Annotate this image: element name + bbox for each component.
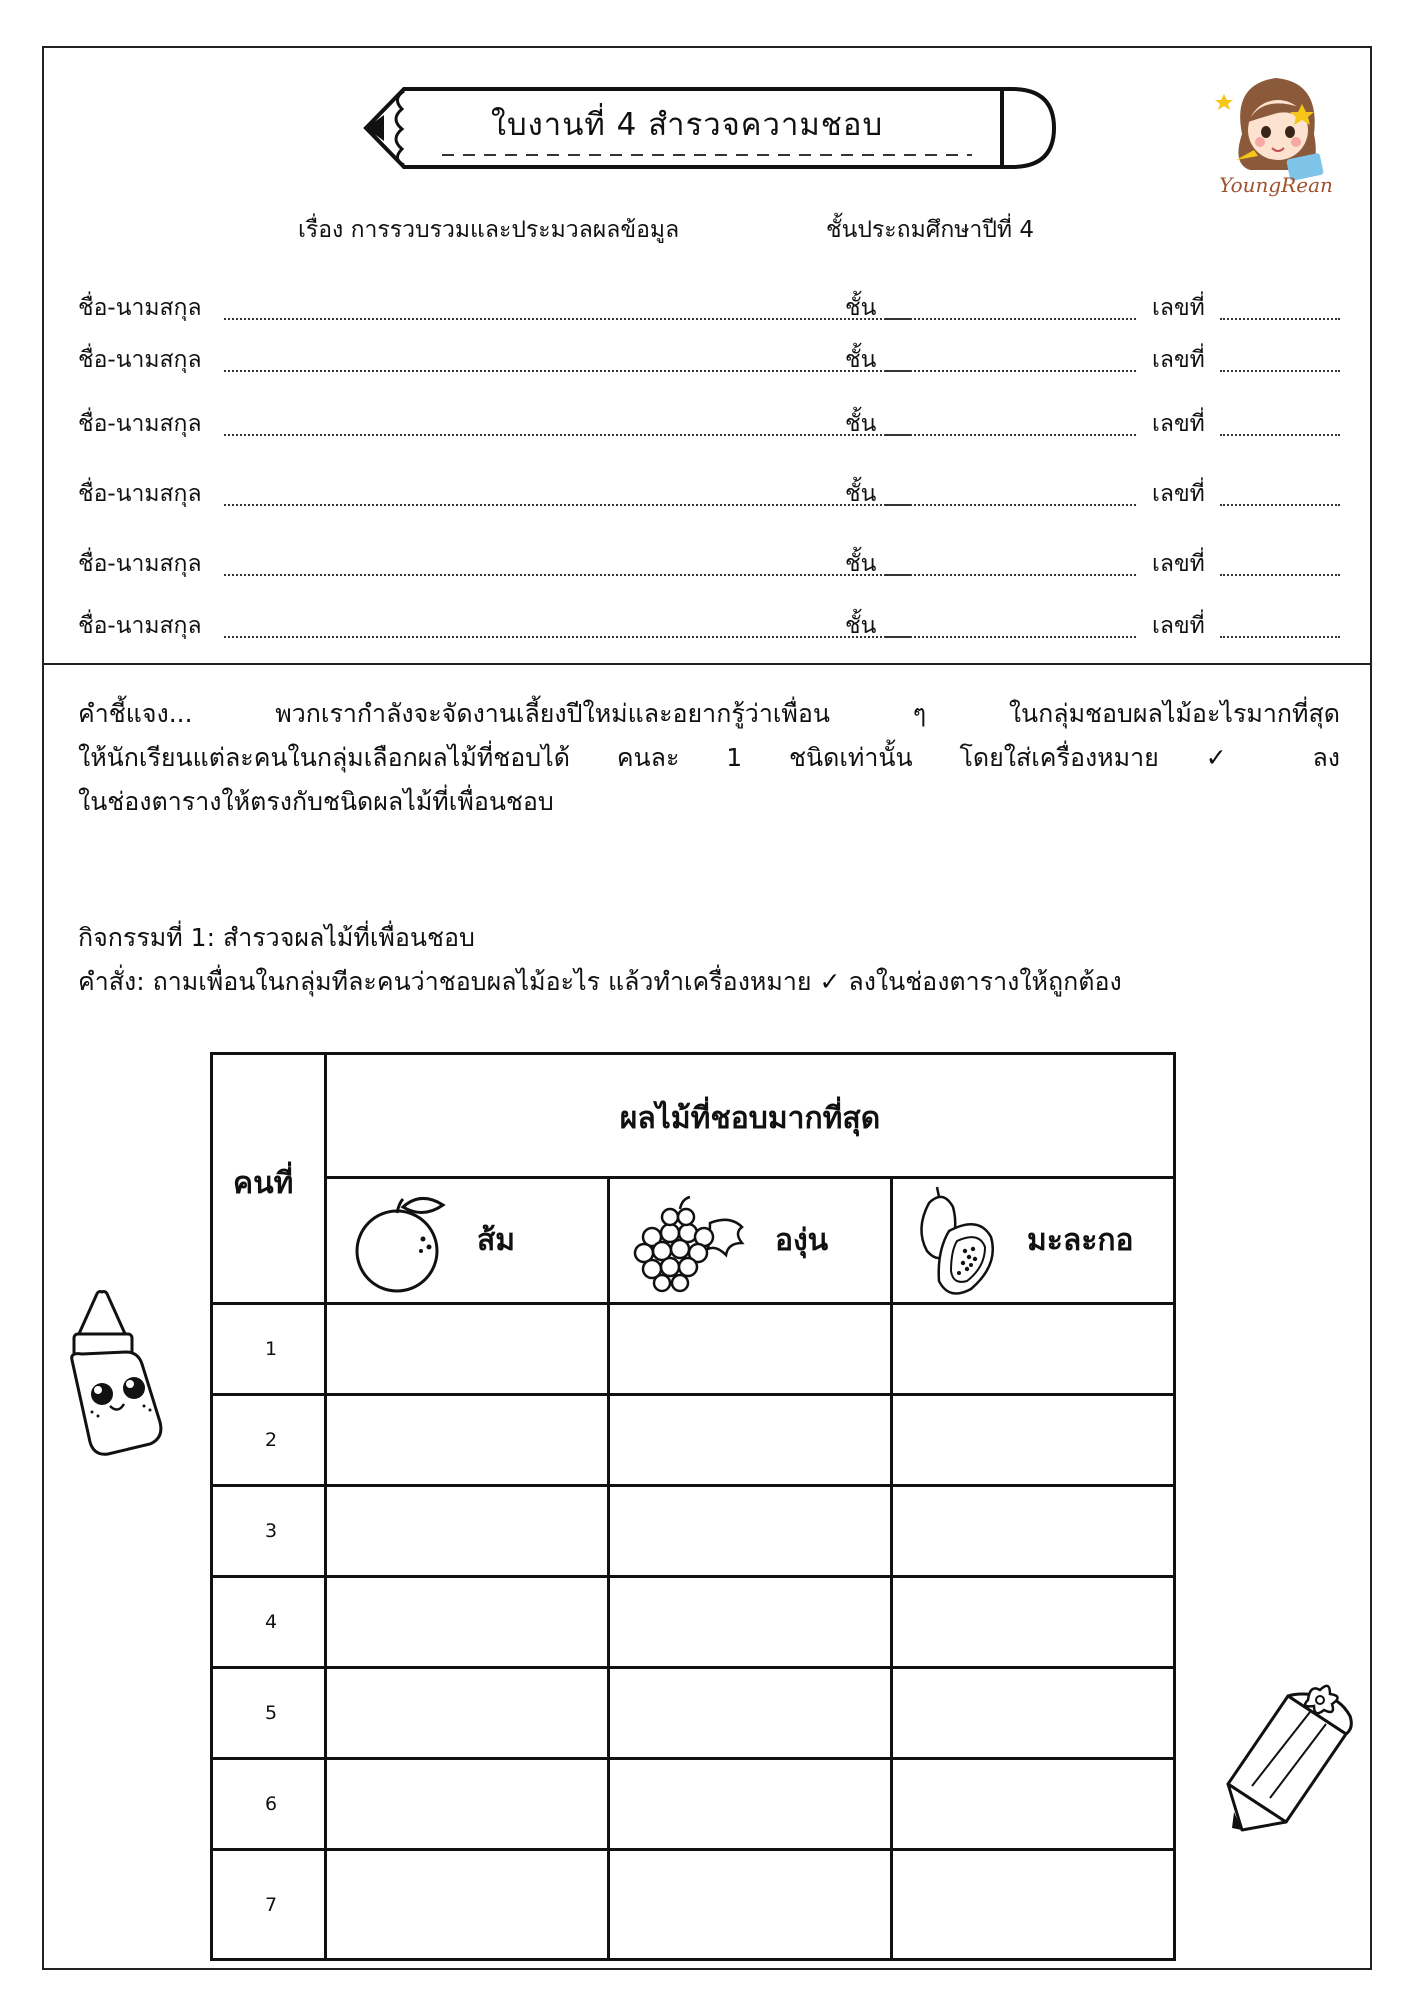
papaya-icon (909, 1185, 999, 1301)
checkbox-cell[interactable] (607, 1757, 893, 1851)
name-label: ชื่อ-นามสกุล (78, 613, 202, 639)
name-label: ชื่อ-นามสกุล (78, 295, 202, 321)
person-number: 5 (265, 1702, 278, 1724)
person-header: คนที่ (233, 1166, 294, 1201)
number-label: เลขที่ (1152, 295, 1205, 321)
class-field[interactable] (886, 434, 1136, 436)
class-label: ชั้น (845, 411, 877, 437)
name-field[interactable] (224, 504, 910, 506)
checkbox-cell[interactable] (324, 1575, 610, 1669)
name-field[interactable] (224, 636, 910, 638)
class-field[interactable] (886, 636, 1136, 638)
checkbox-cell[interactable] (607, 1484, 893, 1578)
activity-command: คำสั่ง: ถามเพื่อนในกลุ่มทีละคนว่าชอบผลไม้อะไร แล้วทำเครื่องหมาย ✓ ลงในช่องตารางให้ถูกต้อง (78, 967, 1122, 996)
number-field[interactable] (1220, 318, 1340, 320)
person-number: 1 (265, 1338, 278, 1360)
glue-bottle-icon (64, 1288, 182, 1456)
checkbox-cell[interactable] (607, 1393, 893, 1487)
person-number-cell (210, 1848, 327, 1961)
name-field[interactable] (224, 318, 910, 320)
checkbox-cell[interactable] (324, 1757, 610, 1851)
name-row (78, 608, 1340, 644)
person-number: 3 (265, 1520, 278, 1542)
checkbox-cell[interactable] (324, 1666, 610, 1760)
fruit-header-cell (324, 1052, 1176, 1179)
grapes-icon (630, 1193, 750, 1293)
name-row (78, 546, 1340, 582)
number-field[interactable] (1220, 370, 1340, 372)
checkbox-cell[interactable] (324, 1393, 610, 1487)
grade-label: ชั้นประถมศึกษาปีที่ 4 (826, 217, 1035, 243)
number-field[interactable] (1220, 504, 1340, 506)
person-header-cell (210, 1052, 327, 1305)
orange-icon (349, 1189, 449, 1299)
checkbox-cell[interactable] (324, 1848, 610, 1961)
fruit-column-papaya (890, 1176, 1176, 1305)
person-number: 7 (265, 1893, 278, 1916)
instructions (78, 692, 1340, 824)
class-field[interactable] (886, 504, 1136, 506)
fruit-header: ผลไม้ที่ชอบมากที่สุด (619, 1101, 881, 1136)
instruction-line: ให้นักเรียนแต่ละคนในกลุ่มเลือกผลไม้ที่ชอบได้ คนละ 1 ชนิดเท่านั้น โดยใส่เครื่องหมาย ✓ ลง (78, 743, 1340, 772)
name-field[interactable] (224, 434, 910, 436)
logo-text: YoungRean (1219, 173, 1333, 197)
name-label: ชื่อ-นามสกุล (78, 481, 202, 507)
number-field[interactable] (1220, 574, 1340, 576)
checkbox-cell[interactable] (607, 1575, 893, 1669)
person-number-cell (210, 1666, 327, 1760)
number-label: เลขที่ (1152, 551, 1205, 577)
name-row (78, 476, 1340, 512)
checkbox-cell[interactable] (324, 1302, 610, 1396)
name-label: ชื่อ-นามสกุล (78, 551, 202, 577)
pencil-icon (1212, 1672, 1360, 1842)
checkbox-cell[interactable] (890, 1484, 1176, 1578)
number-label: เลขที่ (1152, 347, 1205, 373)
name-label: ชื่อ-นามสกุล (78, 347, 202, 373)
section-divider (42, 663, 1372, 665)
number-field[interactable] (1220, 636, 1340, 638)
checkbox-cell[interactable] (890, 1848, 1176, 1961)
class-label: ชั้น (845, 347, 877, 373)
checkbox-cell[interactable] (607, 1848, 893, 1961)
fruit-label-papaya: มะละกอ (1027, 1223, 1134, 1258)
checkbox-cell[interactable] (890, 1575, 1176, 1669)
page-title: ใบงานที่ 4 สำรวจความชอบ (490, 107, 884, 143)
fruit-label-orange: ส้ม (477, 1223, 516, 1258)
person-number: 2 (265, 1429, 278, 1451)
number-field[interactable] (1220, 434, 1340, 436)
checkbox-cell[interactable] (890, 1302, 1176, 1396)
title-banner (362, 85, 1056, 171)
name-row (78, 406, 1340, 442)
person-number-cell (210, 1575, 327, 1669)
number-label: เลขที่ (1152, 411, 1205, 437)
instruction-line: ในช่องตารางให้ตรงกับชนิดผลไม้ที่เพื่อนชอบ (78, 787, 554, 816)
survey-table (210, 1052, 1176, 1961)
class-label: ชั้น (845, 481, 877, 507)
person-number-cell (210, 1393, 327, 1487)
checkbox-cell[interactable] (324, 1484, 610, 1578)
checkbox-cell[interactable] (890, 1393, 1176, 1487)
checkbox-cell[interactable] (890, 1666, 1176, 1760)
person-number-cell (210, 1757, 327, 1851)
class-label: ชั้น (845, 551, 877, 577)
number-label: เลขที่ (1152, 481, 1205, 507)
fruit-column-grapes (607, 1176, 893, 1305)
class-label: ชั้น (845, 295, 877, 321)
checkbox-cell[interactable] (607, 1302, 893, 1396)
activity-section (78, 916, 1340, 1004)
instruction-line: คำชี้แจง... พวกเรากำลังจะจัดงานเลี้ยงปีใหม่และอยากรู้ว่าเพื่อน ๆ ในกลุ่มชอบผลไม้อะไรมากที่สุด (78, 699, 1340, 728)
person-number-cell (210, 1302, 327, 1396)
name-field[interactable] (224, 370, 910, 372)
activity-title: กิจกรรมที่ 1: สำรวจผลไม้ที่เพื่อนชอบ (78, 923, 475, 952)
subject-label: เรื่อง การรวบรวมและประมวลผลข้อมูล (298, 217, 680, 243)
fruit-label-grapes: องุ่น (775, 1223, 829, 1258)
class-label: ชั้น (845, 613, 877, 639)
checkbox-cell[interactable] (890, 1757, 1176, 1851)
name-label: ชื่อ-นามสกุล (78, 411, 202, 437)
class-field[interactable] (886, 370, 1136, 372)
name-field[interactable] (224, 574, 910, 576)
fruit-column-orange (324, 1176, 610, 1305)
name-row (78, 290, 1340, 326)
class-field[interactable] (886, 574, 1136, 576)
person-number: 4 (265, 1611, 278, 1633)
person-number-cell (210, 1484, 327, 1578)
person-number: 6 (265, 1793, 278, 1815)
checkbox-cell[interactable] (607, 1666, 893, 1760)
name-row (78, 342, 1340, 378)
number-label: เลขที่ (1152, 613, 1205, 639)
mascot-girl-icon (1202, 64, 1350, 202)
class-field[interactable] (886, 318, 1136, 320)
